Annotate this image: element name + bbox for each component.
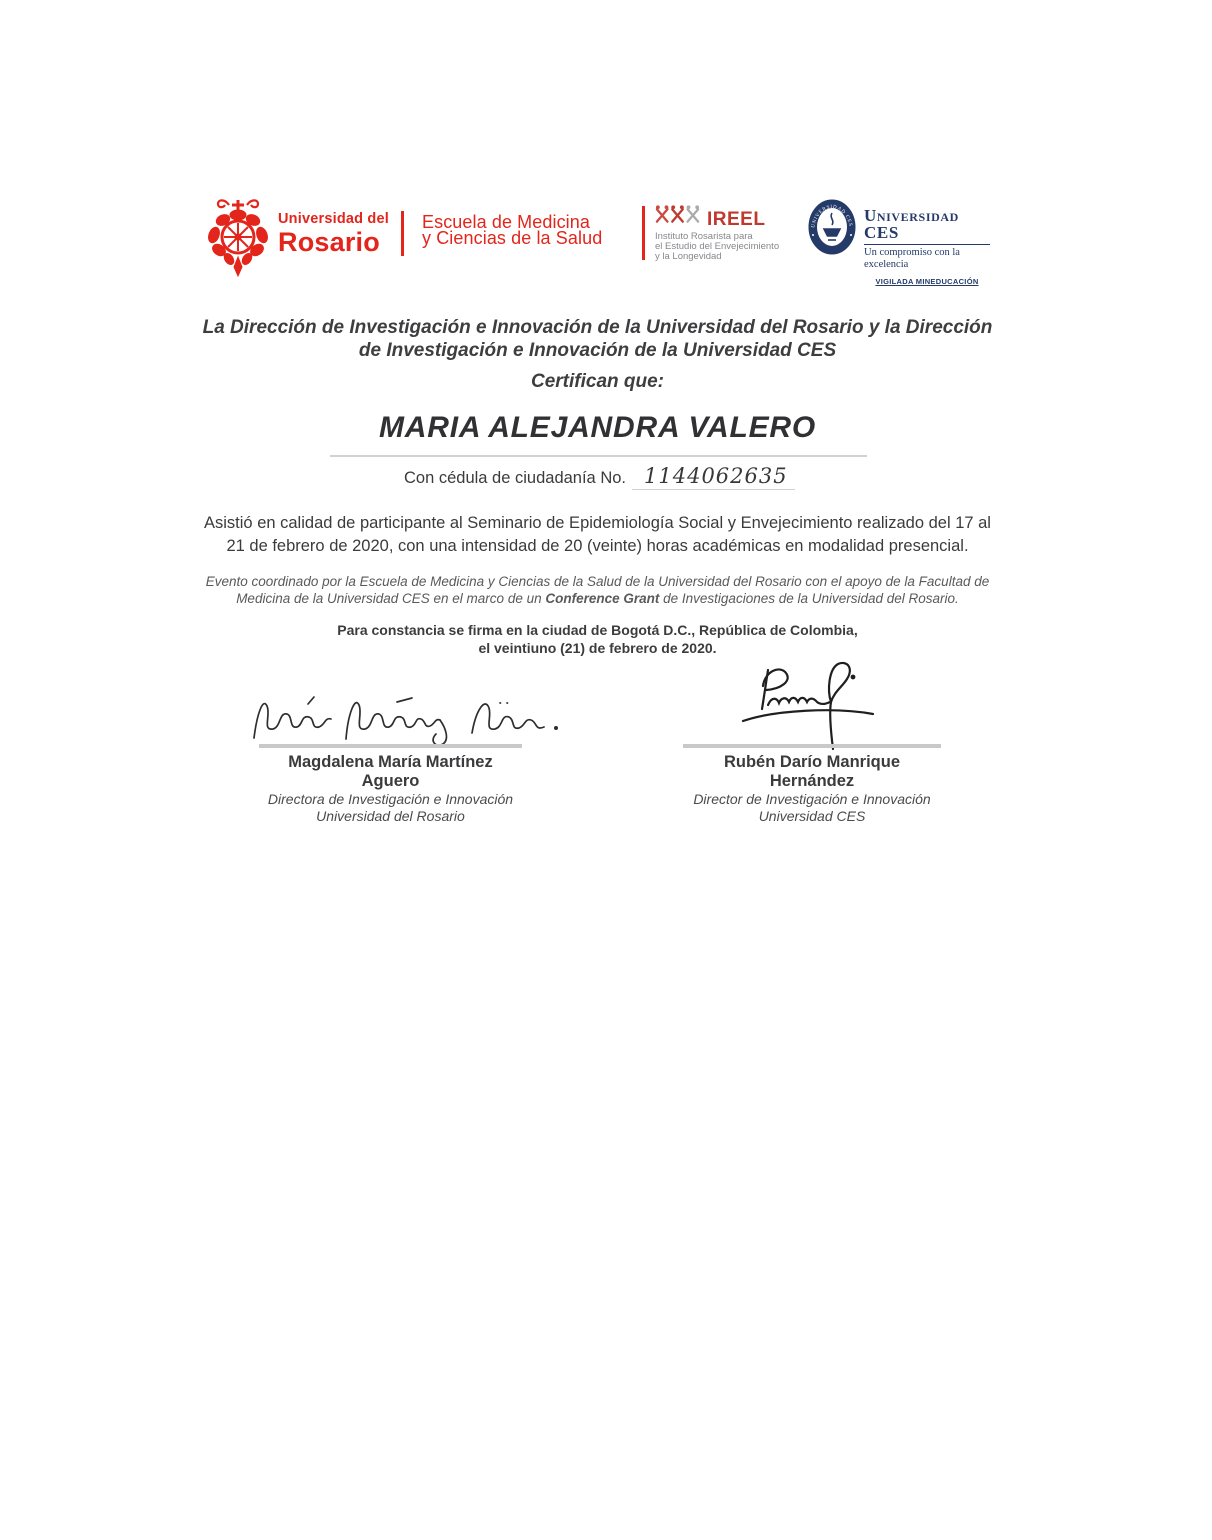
- closing-line1: Para constancia se firma en la ciudad de Bogotá D.C., República de Colombia,: [337, 622, 858, 638]
- ireel-subtitle-line1: Instituto Rosarista para: [655, 231, 753, 242]
- signatory-right-org: Universidad CES: [758, 807, 866, 824]
- signatory-left-name: Magdalena María Martínez Aguero: [288, 753, 493, 790]
- note-line2: [190, 591, 1005, 608]
- rosario-wordmark: [278, 212, 389, 256]
- signatory-left: [259, 753, 522, 824]
- note-line2-pre: Medicina de la Universidad CES en el marco de un: [236, 590, 546, 606]
- certify-text: Certifican que:: [530, 371, 665, 392]
- body-text: [190, 512, 1005, 558]
- id-number: 1144062635: [644, 464, 788, 488]
- escuela-line2: y Ciencias de la Salud: [422, 228, 603, 248]
- escuela-line1: Escuela de Medicina: [422, 212, 590, 232]
- ireel-subtitle: [655, 232, 779, 262]
- signature-rule-left: [259, 744, 522, 748]
- note-line2-bold: Conference Grant: [545, 590, 660, 606]
- id-underline: [632, 489, 795, 490]
- id-row: [404, 464, 788, 488]
- signature-left-autograph-icon: [248, 686, 563, 753]
- ireel-subtitle-line3: y la Longevidad: [655, 251, 722, 262]
- svg-text:UNIVERSIDAD CES: UNIVERSIDAD CES: [811, 204, 853, 229]
- ireel-logo: [655, 204, 779, 262]
- note-line2-post: de Investigaciones de la Universidad del Rosario.: [659, 590, 959, 606]
- signature-rule-right: [683, 744, 941, 748]
- header-divider-1: [401, 211, 404, 256]
- header-divider-2: [642, 206, 645, 260]
- note-line1: Evento coordinado por la Escuela de Medicina y Ciencias de la Salud de la Universidad del Rosario con el apoyo de la Facultad de: [205, 574, 990, 589]
- ireel-figures-icon: [655, 204, 701, 229]
- ces-vigilada: VIGILADA MINEDUCACIÓN: [875, 277, 979, 287]
- ces-seal-icon: [808, 199, 856, 260]
- signatory-right: [683, 753, 941, 824]
- body-line2: 21 de febrero de 2020, con una intensidad de 20 (veinte) horas académicas en modalidad presencial.: [226, 537, 969, 555]
- intro-line1: La Dirección de Investigación e Innovación de la Universidad del Rosario y la Dirección: [202, 317, 993, 338]
- id-label: Con cédula de ciudadanía No.: [404, 469, 626, 487]
- ireel-subtitle-line2: el Estudio del Envejecimiento: [655, 241, 780, 252]
- intro-line2: de Investigación e Innovación de la Universidad CES: [358, 340, 837, 361]
- name-underline: [330, 455, 867, 457]
- recipient-name: MARIA ALEJANDRA VALERO: [378, 411, 817, 444]
- escuela-wordmark: [422, 214, 602, 246]
- body-line1: Asistió en calidad de participante al Seminario de Epidemiología Social y Envejecimiento realizado del 17 al: [204, 514, 991, 532]
- ireel-acronym: IREEL: [707, 209, 766, 230]
- rosario-wordmark-line1: Universidad del: [278, 211, 389, 227]
- ces-rule: [864, 244, 990, 245]
- ces-wordmark: Universidad CES: [864, 206, 959, 242]
- closing-text: [190, 622, 1005, 657]
- closing-line2: el veintiuno (21) de febrero de 2020.: [478, 639, 717, 656]
- signature-right-autograph-icon: [735, 660, 880, 757]
- ces-tagline: Un compromiso con la excelencia: [864, 247, 960, 270]
- rosario-crest-icon: [205, 197, 271, 282]
- intro-text: [190, 316, 1005, 362]
- signatory-right-title: Director de Investigación e Innovación: [693, 791, 931, 807]
- note-text: [190, 574, 1005, 607]
- signatory-left-org: Universidad del Rosario: [316, 807, 465, 824]
- ces-logo-text: [864, 207, 990, 286]
- signatory-right-name: Rubén Darío Manrique Hernández: [723, 753, 900, 790]
- signatory-left-title: Directora de Investigación e Innovación: [267, 791, 514, 807]
- rosario-wordmark-line2: Rosario: [278, 226, 380, 257]
